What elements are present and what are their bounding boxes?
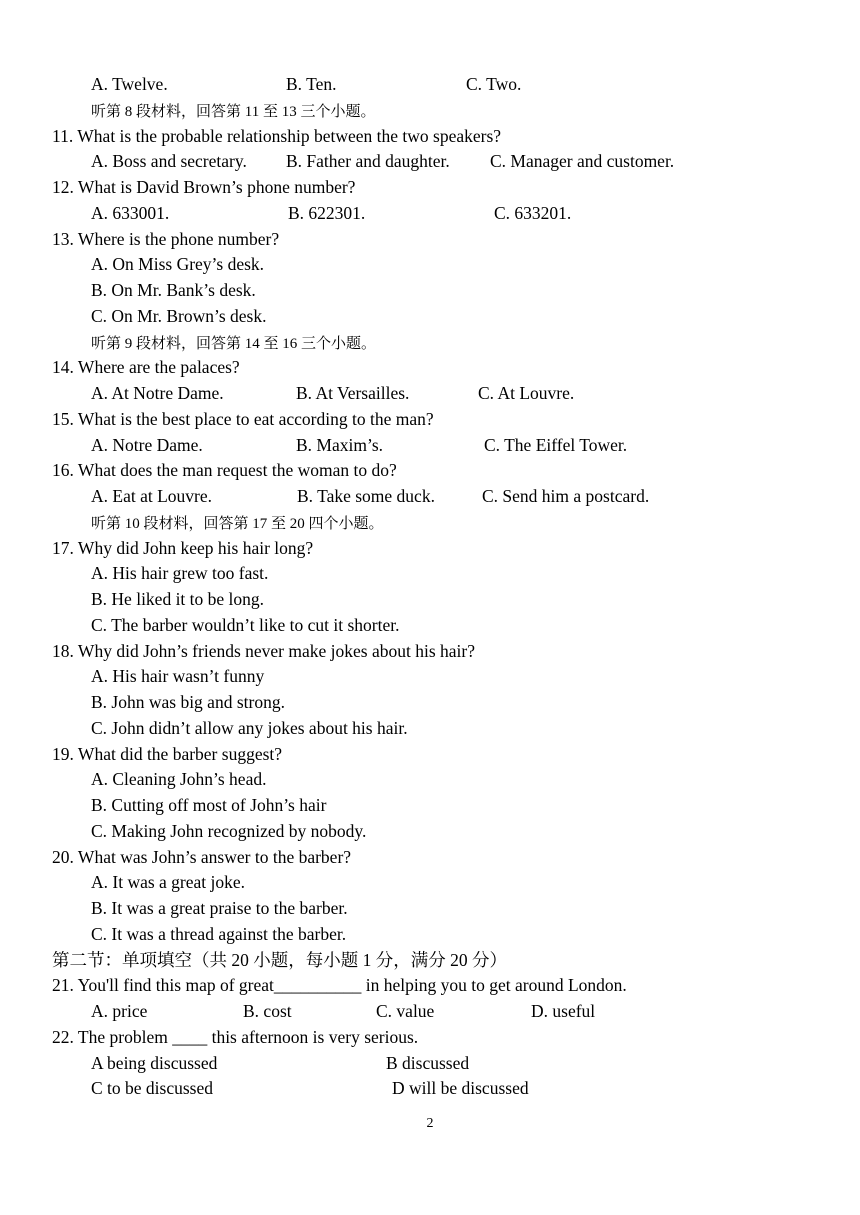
question-text: 21. You'll find this map of great__________ in helping you to get around London. — [52, 975, 627, 996]
answer-option: C. On Mr. Brown’s desk. — [91, 305, 267, 326]
answer-option: B discussed — [386, 1052, 470, 1073]
answer-option: B. John was big and strong. — [91, 692, 285, 712]
answer-option: A. Cleaning John’s head. — [91, 769, 267, 790]
question-text: 20. What was John’s answer to the barber? — [52, 846, 352, 867]
answer-option: C. value — [376, 1001, 435, 1021]
answer-option: C. The Eiffel Tower. — [484, 434, 628, 455]
answer-option: A. price — [91, 1001, 148, 1021]
answer-option: C. Manager and customer. — [490, 151, 675, 172]
answer-option: D will be discussed — [392, 1078, 529, 1099]
section-heading: 第二节：单项填空（共 20 小题，每小题 1 分，满分 20 分） — [52, 949, 507, 970]
question-text: 15. What is the best place to eat according to the man? — [52, 408, 434, 429]
answer-option: A. Boss and secretary. — [91, 151, 247, 172]
answer-option: B. It was a great praise to the barber. — [91, 898, 348, 918]
answer-option: B. At Versailles. — [296, 383, 410, 403]
answer-option: C. The barber wouldn’t like to cut it shorter. — [91, 614, 400, 635]
answer-option: B. Ten. — [286, 74, 337, 94]
answer-option: B. cost — [243, 1001, 292, 1021]
answer-option: C. Two. — [466, 74, 522, 94]
answer-option: A. At Notre Dame. — [91, 383, 224, 403]
answer-option: D. useful — [531, 1001, 596, 1021]
answer-option: B. Father and daughter. — [286, 151, 450, 172]
answer-option: B. Maxim’s. — [296, 434, 384, 455]
answer-option: B. He liked it to be long. — [91, 589, 265, 609]
question-text: 18. Why did John’s friends never make jokes about his hair? — [52, 640, 475, 661]
question-text: 11. What is the probable relationship between the two speakers? — [52, 125, 502, 146]
listening-instruction: 听第 9 段材料，回答第 14 至 16 三个小题。 — [91, 335, 377, 352]
question-text: 22. The problem ____ this afternoon is very serious. — [52, 1026, 419, 1047]
answer-option: C to be discussed — [91, 1078, 214, 1099]
answer-option: C. Making John recognized by nobody. — [91, 820, 367, 841]
answer-option: A. It was a great joke. — [91, 872, 246, 893]
answer-option: A. His hair grew too fast. — [91, 563, 269, 584]
answer-option: C. John didn’t allow any jokes about his hair. — [91, 717, 408, 738]
page-number: 2 — [426, 1116, 434, 1131]
answer-option: C. Send him a postcard. — [482, 486, 650, 506]
question-text: 14. Where are the palaces? — [52, 357, 240, 378]
answer-option: C. At Louvre. — [478, 383, 575, 403]
answer-option: A. Notre Dame. — [91, 434, 203, 455]
question-text: 12. What is David Brown’s phone number? — [52, 177, 356, 197]
answer-option: A. His hair wasn’t funny — [91, 666, 265, 687]
answer-option: C. It was a thread against the barber. — [91, 923, 347, 944]
answer-option: A. 633001. — [91, 202, 170, 223]
answer-option: B. Cutting off most of John’s hair — [91, 795, 327, 815]
question-text: 13. Where is the phone number? — [52, 228, 280, 249]
answer-option: C. 633201. — [494, 202, 572, 223]
answer-option: B. Take some duck. — [297, 486, 435, 506]
answer-option: B. On Mr. Bank’s desk. — [91, 280, 256, 300]
answer-option: A being discussed — [91, 1052, 218, 1073]
listening-instruction: 听第 8 段材料，回答第 11 至 13 三个小题。 — [91, 103, 376, 120]
answer-option: B. 622301. — [288, 202, 366, 223]
question-text: 17. Why did John keep his hair long? — [52, 537, 314, 558]
question-text: 16. What does the man request the woman to do? — [52, 460, 397, 481]
answer-option: A. Eat at Louvre. — [91, 486, 212, 506]
listening-instruction: 听第 10 段材料，回答第 17 至 20 四个小题。 — [91, 515, 384, 532]
question-text: 19. What did the barber suggest? — [52, 743, 283, 764]
answer-option: A. Twelve. — [91, 74, 168, 94]
answer-option: A. On Miss Grey’s desk. — [91, 254, 265, 275]
